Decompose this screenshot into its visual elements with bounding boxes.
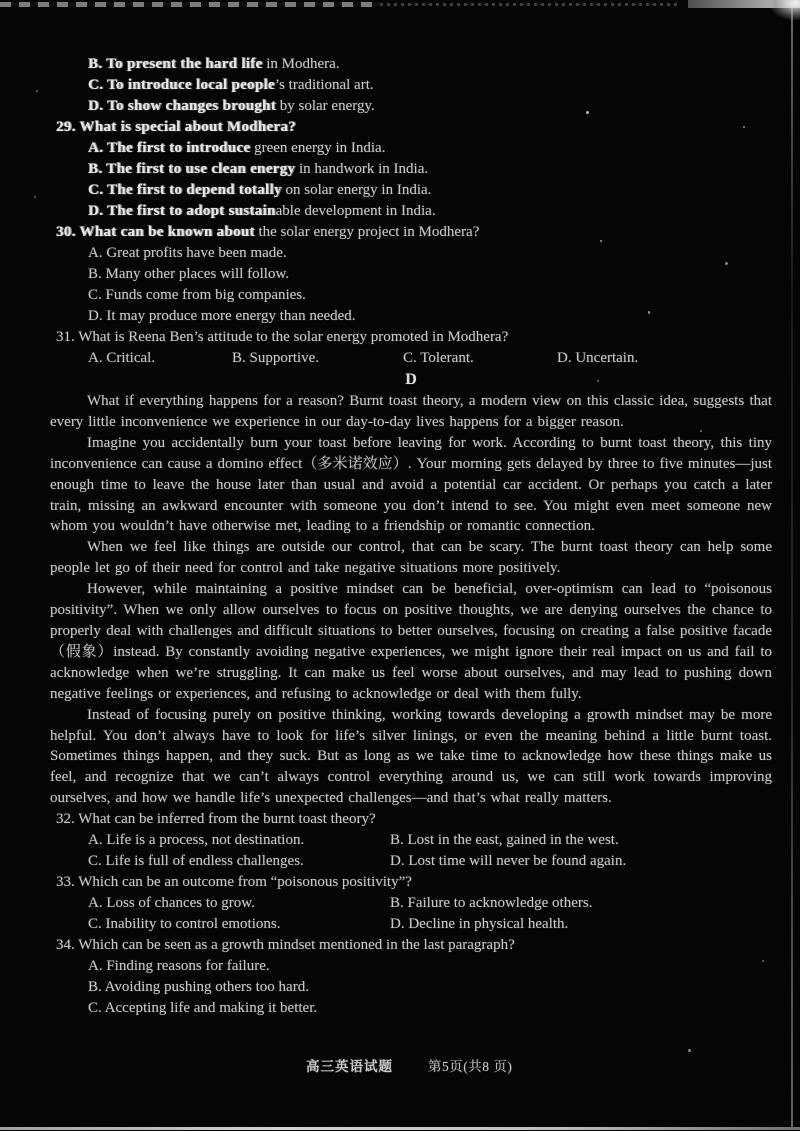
q30-option-b: B. Many other places will follow. <box>88 266 290 282</box>
passage-paragraph-1: What if everything happens for a reason? Burnt toast theory, a modern view on this classic idea, suggests that every little inconvenience we experience in our day-to-day lives happens for a bigger reason. <box>50 393 772 430</box>
q29-option-a-rest: green energy in India. <box>250 140 386 156</box>
q29-option-c <box>50 180 772 201</box>
q30-stem <box>50 222 772 243</box>
scan-artifact-top-edge <box>0 2 380 7</box>
q28-option-b-rest: in Modhera. <box>262 56 340 72</box>
q32-option-a: A. Life is a process, not destination. <box>88 832 305 849</box>
dust-speck <box>36 90 38 92</box>
q29-option-d-rest: able development in India. <box>275 203 436 219</box>
page-content <box>50 54 772 1019</box>
passage-paragraph-3: When we feel like things are outside our control, that can be scary. The burnt toast theory can help some people let go of their need for control and take negative situations more positively. <box>50 539 772 577</box>
q29-option-b <box>50 159 772 180</box>
q32-option-c: C. Life is full of endless challenges. <box>88 853 304 870</box>
scan-artifact-bottom-edge-line <box>0 1127 800 1130</box>
scan-artifact-right-edge-line <box>791 8 793 1128</box>
passage-paragraph-5: Instead of focusing purely on positive thinking, working towards developing a growth mindset may be more helpful. You don’t always have to look for life’s silver linings, or even the meaning behind a little burnt toast. Sometimes things happen, and they suck. But as long as we take time to acknowledge how these things make us feel, and recognize that we can’t always control everything around us, we can still work towards improving ourselves, and how we handle life’s unexpected challenges—and that’s what really matters. <box>50 706 772 807</box>
q30-option-d: D. It may produce more energy than needed. <box>88 308 356 324</box>
q32-options-row-1 <box>50 830 772 851</box>
q28-option-c-rest: ’s traditional art. <box>274 77 374 93</box>
q28-option-d-bold: D. To show changes brought <box>88 98 276 114</box>
q29-stem <box>50 117 772 138</box>
scan-artifact-corner-curl <box>770 0 800 20</box>
q28-option-c-bold: C. To introduce local people <box>88 77 275 93</box>
q29-option-d <box>50 201 772 222</box>
q31-option-b: B. Supportive. <box>232 350 320 366</box>
q29-stem-bold: 29. What is special about Modhera? <box>56 119 296 135</box>
q30-option-c: C. Funds come from big companies. <box>88 287 306 303</box>
dust-speck <box>688 1049 691 1052</box>
q33-options-row-1 <box>50 893 772 914</box>
q28-option-b-bold: B. To present the hard life <box>88 56 263 72</box>
q28-option-b <box>50 54 772 75</box>
passage-paragraph-4: However, while maintaining a positive mindset can be beneficial, over-optimism can lead to “poisonous positivity”. When we only allow ourselves to focus on positive thoughts, we are denying ourselves the chance to properly deal with challenges and difficult situations to better ourselves, focusing on creating a false positive facade（假象）instead. By constantly avoiding negative experiences, we might ignore their real impact on us and fail to acknowledge when we’re struggling. It can make us feel worse about ourselves, and may lead to pushing down negative feelings or experiences, and refusing to acknowledge or deal with them fully. <box>50 581 772 702</box>
q32-stem: 32. What can be inferred from the burnt toast theory? <box>56 811 376 828</box>
q32-options-row-2 <box>50 851 772 872</box>
q33-options-row-2 <box>50 914 772 935</box>
q31-option-d: D. Uncertain. <box>557 350 639 366</box>
q30-stem-bold: 30. What can be known about <box>56 224 255 240</box>
q33-option-a: A. Loss of chances to grow. <box>88 895 255 912</box>
q33-option-c: C. Inability to control emotions. <box>88 916 281 933</box>
q28-option-d <box>50 96 772 117</box>
q29-option-b-bold: B. The first to use clean energy <box>88 161 296 177</box>
q33-stem: 33. Which can be an outcome from “poisonous positivity”? <box>56 874 412 891</box>
q34-option-b: B. Avoiding pushing others too hard. <box>88 979 309 996</box>
dust-speck <box>34 196 36 198</box>
q33-option-b: B. Failure to acknowledge others. <box>390 895 593 912</box>
q28-option-d-rest: by solar energy. <box>276 98 375 114</box>
q31-option-c: C. Tolerant. <box>403 350 474 366</box>
q34-stem: 34. Which can be seen as a growth mindset mentioned in the last paragraph? <box>56 937 515 954</box>
q29-option-a <box>50 138 772 159</box>
q30-stem-rest: the solar energy project in Modhera? <box>254 224 480 240</box>
section-d-label: D <box>405 371 417 388</box>
q29-option-d-bold: D. The first to adopt sustain <box>88 203 276 219</box>
q34-option-a: A. Finding reasons for failure. <box>88 958 270 975</box>
q29-option-a-bold: A. The first to introduce <box>88 140 251 156</box>
passage-paragraph-2: Imagine you accidentally burn your toast before leaving for work. According to burnt toast theory, this tiny inconvenience can cause a domino effect（多米诺效应）. Your morning gets delayed by three to five minutes—just enough time to leave the house later than usual and avoid a potential car accident. Or perhaps you catch a later train, missing an awkward encounter with someone you don’t intend to see. You might even meet someone new whom you wouldn’t have otherwise met, leading to a friendship or romantic connection. <box>50 434 772 535</box>
footer-exam-title: 高三英语试题 <box>306 1059 393 1074</box>
q33-option-d: D. Decline in physical health. <box>390 916 569 933</box>
q30-option-a: A. Great profits have been made. <box>88 245 287 261</box>
scan-artifact-top-edge-faint <box>380 3 680 6</box>
q28-option-c <box>50 75 772 96</box>
q34-option-c: C. Accepting life and making it better. <box>88 1000 318 1017</box>
q32-option-b: B. Lost in the east, gained in the west. <box>390 832 619 849</box>
q31-stem: 31. What is Reena Ben’s attitude to the solar energy promoted in Modhera? <box>56 329 509 345</box>
q31-options-row <box>50 348 772 369</box>
footer-page-number: 第5页(共8 页) <box>428 1059 513 1074</box>
q29-option-b-rest: in handwork in India. <box>295 161 429 177</box>
q31-option-a: A. Critical. <box>88 350 156 366</box>
q32-option-d: D. Lost time will never be found again. <box>390 853 627 870</box>
q29-option-c-bold: C. The first to depend totally <box>88 182 282 198</box>
q29-option-c-rest: on solar energy in India. <box>281 182 432 198</box>
